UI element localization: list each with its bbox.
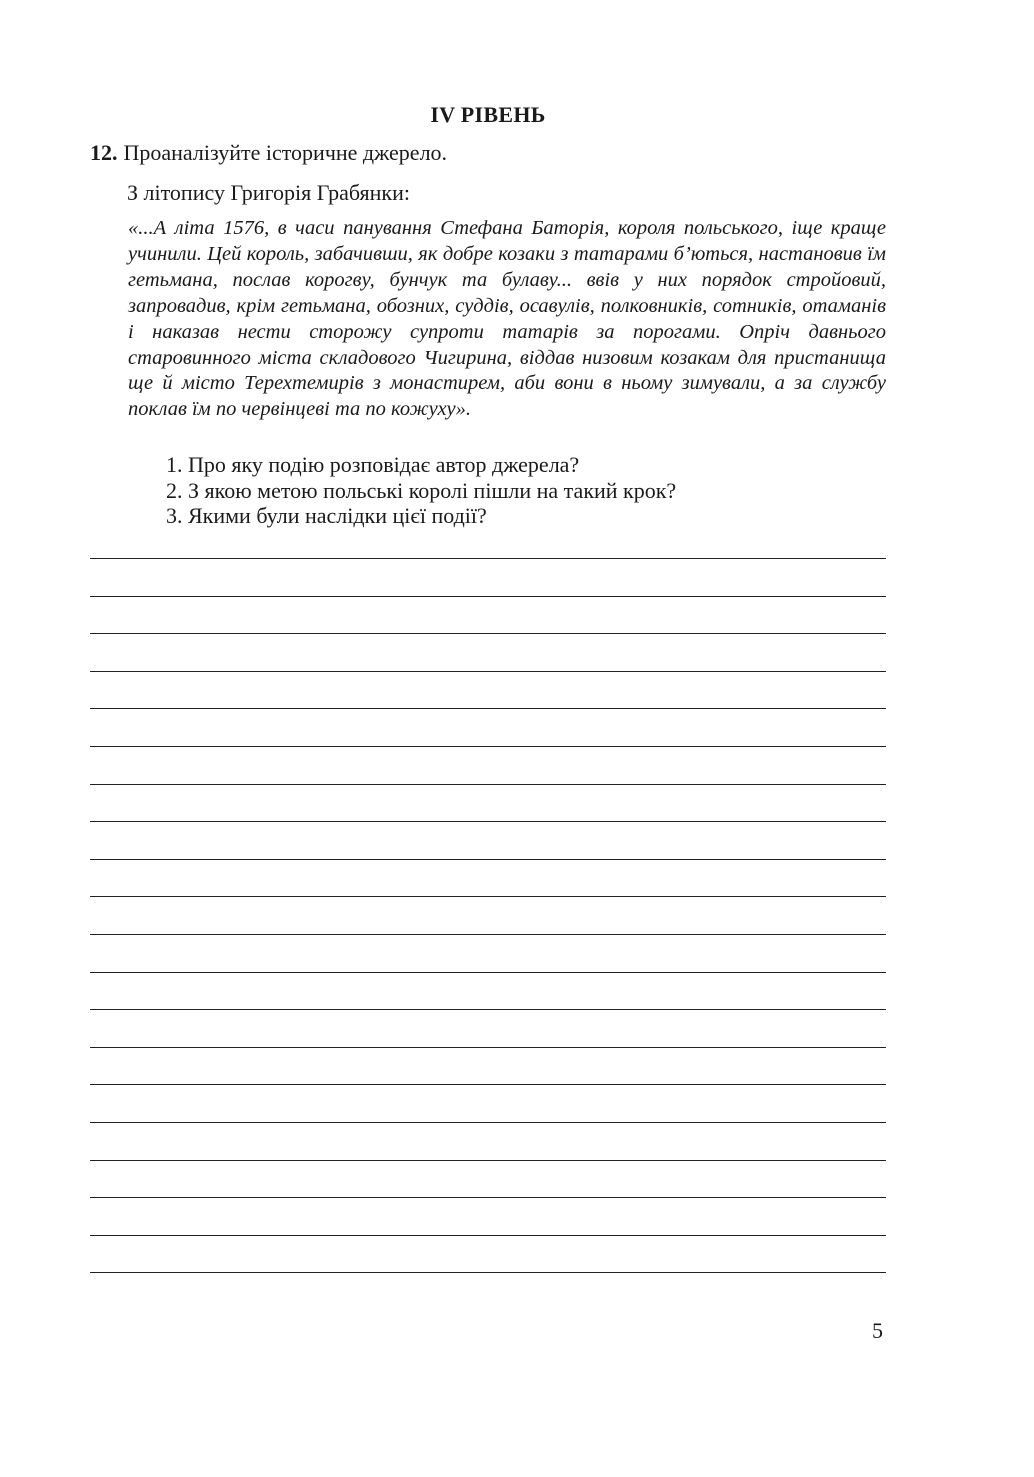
answer-line[interactable]: [90, 896, 886, 897]
answer-line[interactable]: [90, 633, 886, 634]
task-instruction-text: Проаналізуйте історичне джерело.: [123, 140, 448, 165]
answer-line[interactable]: [90, 1084, 886, 1085]
task-number: 12.: [90, 140, 118, 165]
answer-line[interactable]: [90, 821, 886, 822]
answer-line[interactable]: [90, 671, 886, 672]
answer-line[interactable]: [90, 1235, 886, 1236]
answer-line[interactable]: [90, 1009, 886, 1010]
question-item: 1. Про яку подію розповідає автор джерела?: [166, 452, 580, 477]
answer-line[interactable]: [90, 934, 886, 935]
source-title: З літопису Григорія Грабянки:: [127, 180, 410, 205]
answer-line[interactable]: [90, 1160, 886, 1161]
level-heading: IV РІВЕНЬ: [430, 102, 546, 127]
task-instruction: [90, 140, 447, 166]
answer-line[interactable]: [90, 1047, 886, 1048]
answer-line[interactable]: [90, 972, 886, 973]
answer-line[interactable]: [90, 558, 886, 559]
page-number: 5: [872, 1318, 883, 1343]
answer-line[interactable]: [90, 708, 886, 709]
question-item: 2. З якою метою польські королі пішли на такий крок?: [166, 477, 677, 503]
answer-line[interactable]: [90, 1122, 886, 1123]
question-list: [166, 452, 676, 529]
answer-line[interactable]: [90, 1197, 886, 1198]
answer-line[interactable]: [90, 596, 886, 597]
answer-line[interactable]: [90, 1272, 886, 1273]
source-quote: «...А літа 1576, в часи панування Стефана Баторія, короля польського, іще краще учинили. Цей король, забачивши, як добре козаки з татарами б’ються, настановив їм гетьмана, послав корогву, бунчук та булаву... ввів у них порядок стройовий, запровадив, крім гетьмана, обозних, суддів, осавулів, полковників, сотників, отаманів і наказав нести сторожу супроти татарів за порогами. Опріч давнього старовинного міста складового Чигирина, віддав низовим козакам для пристанища ще й місто Терехтемирів з монастирем, аби вони в ньому зимували, а за службу поклав їм по червінцеві та по кожуху».: [128, 217, 886, 421]
question-item: 3. Якими були наслідки цієї події?: [166, 503, 487, 528]
answer-line[interactable]: [90, 746, 886, 747]
answer-lines[interactable]: [90, 558, 886, 1310]
answer-line[interactable]: [90, 859, 886, 860]
answer-line[interactable]: [90, 784, 886, 785]
